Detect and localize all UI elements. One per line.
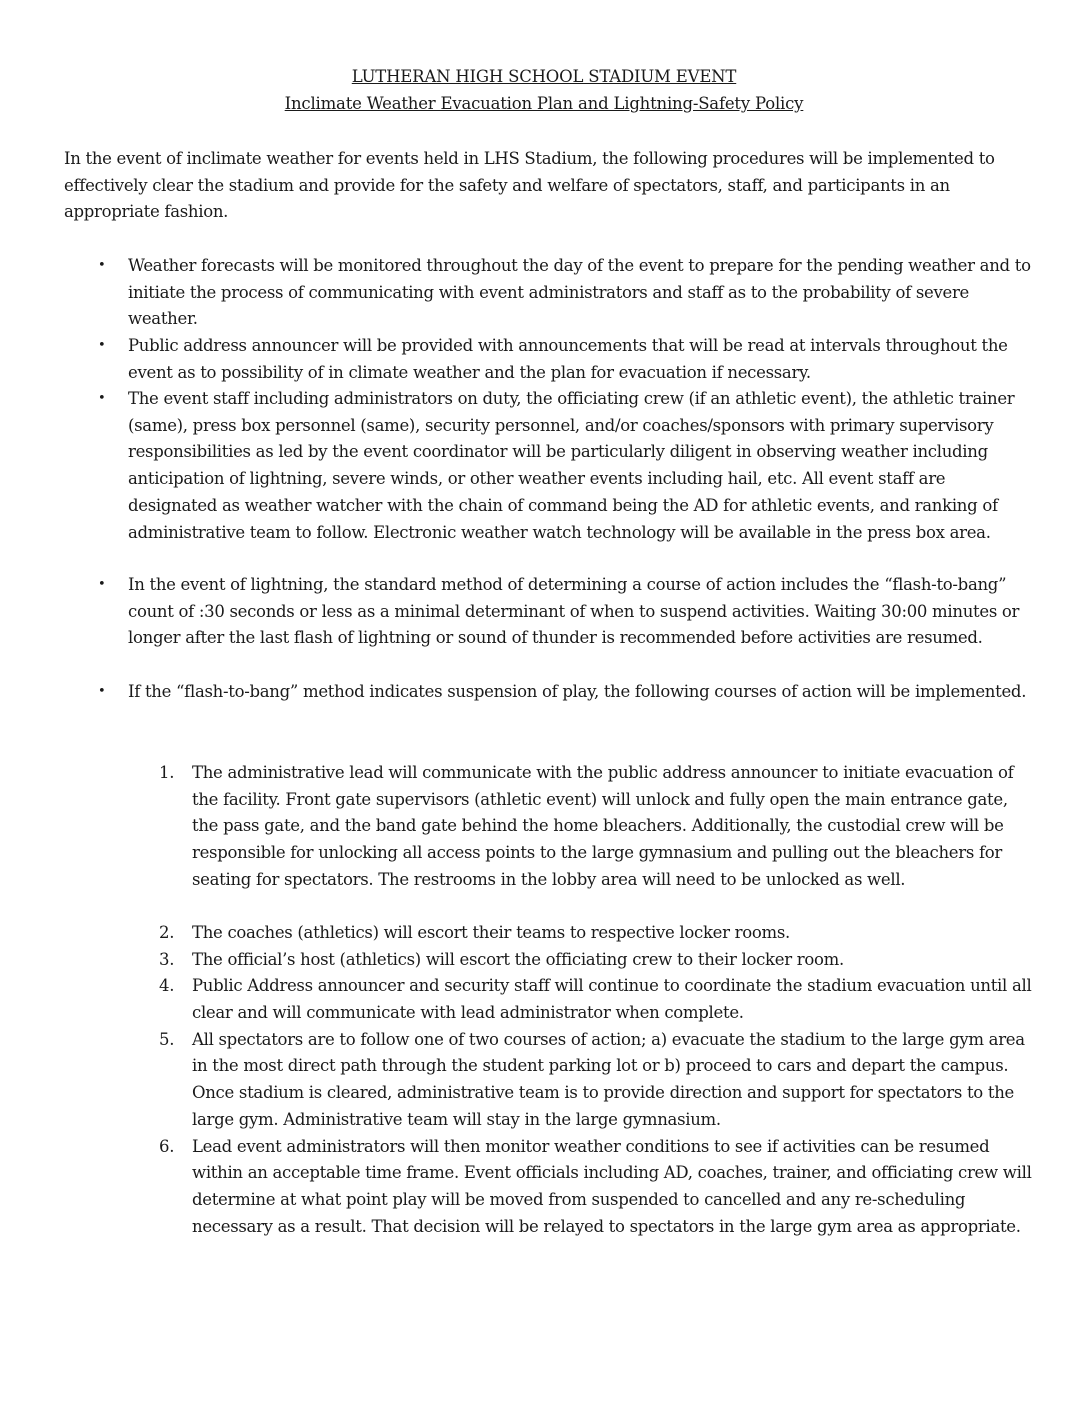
bullet-text: The event staff including administrators on duty, the officiating crew (if an athletic event), the athletic trainer (same), press box personnel (same), security personnel, and/or coaches/sponsors with primary supervisory responsibilities as led by the event coordinator will be particularly diligent in observing weather including anticipation of lightning, severe winds, or other weather events including hail, etc. All event staff are designated as weather watcher with the chain of command being the AD for athletic events, and ranking of administrative team to follow. Electronic weather watch technology will be available in the press box area. [128,389,1015,542]
bullet-item [98,572,1034,679]
step-text: Lead event administrators will then monitor weather conditions to see if activities can be resumed within an acceptable time frame. Event officials including AD, coaches, trainer, and officiating crew will determine at what point play will be moved from suspended to cancelled and any re-scheduling necessary as a result. That decision will be relayed to spectators in the large gym area as appropriate. [192,1136,1032,1236]
step-text: The coaches (athletics) will escort their teams to respective locker rooms. [192,923,790,942]
step-text: The official’s host (athletics) will escort the officiating crew to their locker room. [192,949,844,969]
bullet-item [98,253,1034,333]
bullet-text: If the “flash-to-bang” method indicates suspension of play, the following courses of action will be implemented. [128,682,1027,701]
step-item [159,760,1034,920]
step-text: All spectators are to follow one of two courses of action; a) evacuate the stadium to the large gym area in the most direct path through the student parking lot or b) proceed to cars and depart the campus. Once stadium is cleared, administrative team is to provide direction and support for spectators to the large gym. Administrative team will stay in the large gymnasium. [192,1029,1025,1129]
step-text: Public Address announcer and security staff will continue to coordinate the stadium evacuation until all clear and will communicate with lead administrator when complete. [192,976,1032,1023]
step-number: 6. [159,1136,175,1156]
bullet-text: In the event of lightning, the standard method of determining a course of action includes the “flash-to-bang” count of :30 seconds or less as a minimal determinant of when to suspend activities. Waiting 30:00 minutes or longer after the last flash of lightning or sound of thunder is recommended before activities are resumed. [128,575,1020,648]
intro-paragraph: In the event of inclimate weather for events held in LHS Stadium, the following procedures will be implemented to effectively clear the stadium and provide for the safety and welfare of spectators, staff, and participants in an appropriate fashion. [64,149,995,222]
step-item [159,1027,1034,1134]
document-subtitle: Inclimate Weather Evacuation Plan and Lightning-Safety Policy [284,94,804,113]
step-number: 3. [159,949,175,969]
bullet-marker: • [98,338,106,353]
bullet-text: Weather forecasts will be monitored throughout the day of the event to prepare for the pending weather and to initiate the process of communicating with event administrators and staff as to the probability of severe weather. [128,256,1031,329]
numbered-step-list [159,760,1034,1240]
bullet-text: Public address announcer will be provided with announcements that will be read at intervals throughout the event as to possibility of in climate weather and the plan for evacuation if necessary. [128,336,1008,382]
step-number: 5. [159,1029,175,1049]
step-number: 1. [159,763,175,782]
bullet-marker: • [98,391,106,406]
bullet-marker: • [98,684,106,699]
bullet-list [98,253,1034,706]
bullet-item [98,333,1034,386]
step-item [159,947,1034,974]
bullet-item [98,386,1034,572]
bullet-marker: • [98,577,106,592]
bullet-marker: • [98,258,106,273]
step-text: The administrative lead will communicate with the public address announcer to initiate evacuation of the facility. Front gate supervisors (athletic event) will unlock and fully open the main entrance gate, the pass gate, and the band gate behind the home bleachers. Additionally, the custodial crew will be responsible for unlocking all access points to the large gymnasium and pulling out the bleachers for seating for spectators. The restrooms in the lobby area will need to be unlocked as well. [192,763,1014,889]
step-number: 2. [159,923,175,942]
step-item [159,920,1034,947]
bullet-item [98,679,1034,706]
step-item [159,1134,1034,1241]
step-item [159,973,1034,1026]
document-title: LUTHERAN HIGH SCHOOL STADIUM EVENT [351,67,737,86]
step-number: 4. [159,976,175,996]
